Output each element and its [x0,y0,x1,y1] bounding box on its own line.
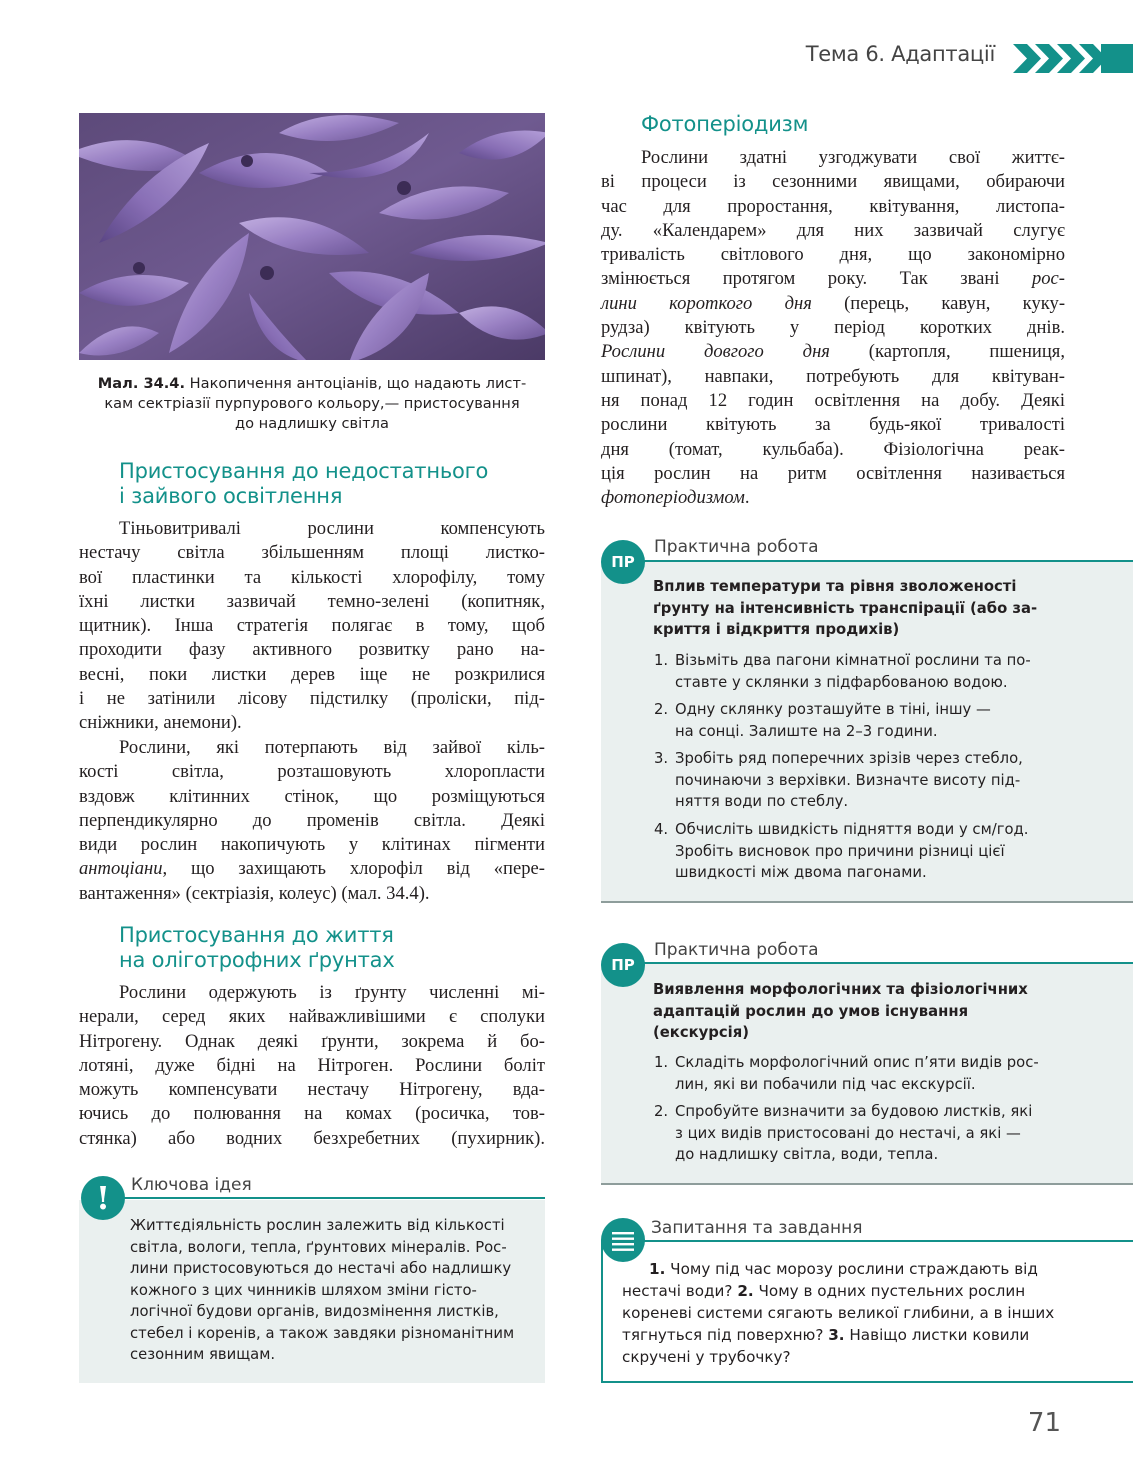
text-fragment: нестачі води? [622,1282,738,1300]
italic-term: лини короткого дня [601,292,812,314]
text-line [622,1280,1065,1302]
text-line: кості світла, розташовують хлоропласти [79,761,545,783]
text-line: рослини квітують за будь-якої тривалості [601,414,1065,436]
step-number: 2. [654,701,669,718]
practical-rule [640,560,1133,562]
title-line: Вплив температури та рівня зволоженості [653,578,1017,595]
list-lines-icon [601,1218,645,1262]
text-line: вої пластинки та кількості хлорофілу, тому [79,566,545,588]
purple-leaves-photo [79,113,545,360]
text-line [601,340,1065,364]
text-line: Одну склянку розташуйте в тіні, іншу — [675,701,991,718]
paragraph-excess-light [79,736,545,906]
text-line: логічної будови органів, видозмінення листків, [130,1303,499,1320]
page-number: 71 [1027,1408,1061,1438]
text-line: види рослин накопичують у клітинах пігменти [79,834,545,856]
text-fragment: Навіщо листки ковили [844,1326,1030,1344]
italic-term: Рослини довгого дня [601,341,830,363]
text-line: лин, які ви побачили під час екскурсії. [675,1075,976,1093]
question-number: 2. [737,1282,754,1300]
text-line: Тіньовитривалі рослини компенсують [119,518,545,539]
text-line: скручені у трубочку? [622,1348,791,1366]
text-line: кореневі системи сягають великої глибини, а в інших [622,1304,1055,1322]
text-fragment: тягнуться під поверхню? [622,1326,829,1344]
practical-step [654,1052,1066,1096]
text-line: рудза) квітують у період коротких днів. [601,317,1065,339]
questions-text [622,1258,1065,1368]
text-line: дня (томат, кульбаба). Фізіологічна реак- [601,438,1065,460]
text-line: нестачу світла збільшенням площі листко- [79,542,545,564]
text-line: на сонці. Залиште на 2–3 години. [675,722,938,740]
text-line [601,292,1065,316]
text-fragment: , що захищають хлорофіл від «пере- [162,858,545,880]
question-number: 3. [828,1326,845,1344]
practical-label: Практична робота [654,537,819,557]
key-idea-text [130,1215,530,1366]
text-line: кожного з цих чинників шляхом зміни гісто- [130,1281,477,1299]
title-line: адаптацій рослин до умов існування [653,1002,969,1020]
section-heading-photoperiodism: Фотоперіодизм [641,112,809,136]
heading-line: Пристосування до життя [119,923,394,947]
text-line: вантаження» (сектріазія, колеус) (мал. 34.4). [79,882,430,904]
text-line: сніжники, анемони). [79,712,242,734]
text-fragment: (перець, кавун, куку- [811,292,1066,314]
practical-badge-icon: ПР [601,943,645,987]
caption-line: до надлишку світла [235,415,389,432]
text-fragment: (картопля, пшениця, [829,341,1065,363]
caption-line: кам сектріазії пурпурового кольору,— пристосування [104,395,520,412]
figure-caption [79,374,545,434]
text-line: Спробуйте визначити за будовою листків, які [675,1103,1033,1120]
text-line: Життєдіяльність рослин залежить від кількості [130,1217,505,1234]
box-bottom-line [601,901,1133,903]
text-line: Зробіть ряд поперечних зрізів через стебло, [675,750,1023,767]
heading-line: і зайвого освітлення [119,484,343,508]
text-line: нерали, серед яких найважливішими є сполуки [79,1006,545,1028]
key-idea-rule [120,1197,545,1199]
questions-rule [640,1240,1133,1242]
text-line: Рослини, які потерпають від зайвої кіль- [119,737,545,758]
text-line: Рослини здатні узгоджувати свої життє- [641,147,1065,168]
text-line: проходити фазу активного розвитку рано на- [79,639,545,661]
key-idea-title: Ключова ідея [131,1175,252,1195]
text-line: перпендикулярно до променів світла. Деякі [79,809,545,831]
step-number: 2. [654,1103,669,1120]
text-line: Рослини одержують із ґрунту численні мі- [119,982,545,1003]
italic-term: фотоперіодизмом [601,487,745,509]
practical-label: Практична робота [654,940,819,960]
title-line: (екскурсія) [653,1024,749,1041]
text-line: до надлишку світла, води, тепла. [675,1146,939,1163]
text-line: лини пристосовуються до нестачі або надлишку [130,1260,512,1277]
text-fragment: Чому під час морозу рослини страждають від [665,1260,1038,1278]
text-line [622,1258,1065,1280]
step-number: 3. [654,750,669,767]
italic-term: антоціани [79,858,163,880]
list-menu-icon [601,1218,645,1262]
text-line: щитник). Інша стратегія полягає в тому, щоб [79,615,545,637]
step-number: 4. [654,821,669,838]
text-line: ві процеси із сезонними явищами, обираючи [601,171,1065,193]
title-line: ґрунту на інтенсивність транспірації (або за- [653,599,1038,617]
practical-step [654,699,1066,743]
paragraph-shade-tolerant [79,517,545,736]
practical-title [653,576,1065,641]
text-line: няття води по стеблу. [675,793,849,810]
text-line: ду. «Календарем» для них зазвичай слугує [601,219,1065,241]
text-line: починаючи з верхівки. Визначте висоту під- [675,771,1021,789]
italic-term: рос- [1031,268,1065,290]
text-line: з цих видів пристосовані до нестачі, а які — [675,1124,1021,1142]
text-fragment: . [744,487,750,509]
text-line [79,857,545,881]
text-line: Обчисліть швидкість підняття води у см/год. [675,821,1029,838]
text-line: Зробіть висновок про причини різниці цієї [675,842,1005,860]
text-line [601,267,1065,291]
practical-step [654,819,1066,885]
heading-line: Пристосування до недостатнього [119,459,489,483]
text-line: сезонним явищам. [130,1346,276,1363]
question-number: 1. [649,1260,666,1278]
heading-line: на оліготрофних ґрунтах [119,948,395,972]
text-line: час для проростання, квітування, листопа- [601,195,1065,217]
text-line: світла, вологи, тепла, ґрунтових мінералів. Рос- [130,1238,507,1256]
text-line: можуть компенсувати нестачу Нітрогену, вда- [79,1079,545,1101]
exclamation-icon: ! [81,1176,125,1220]
text-line: Візьміть два пагони кімнатної рослини та по- [675,652,1031,669]
text-line: і не затінили лісову підстилку (проліски, під- [79,688,545,710]
text-line: тривалість світлового дня, що закономірно [601,244,1065,266]
chevron-arrows-icon [1011,42,1133,75]
text-line: ція рослин на ритм освітлення називається [601,462,1065,484]
text-fragment: змінюється протягом року. Так звані [601,268,1032,290]
running-header: Тема 6. Адаптації [805,42,995,66]
text-line: вздовж клітинних стінок, що розміщуються [79,785,545,807]
text-fragment: Чому в одних пустельних рослин [753,1282,1026,1300]
paragraph-oligotrophic [79,981,545,1151]
practical-title [653,979,1065,1044]
text-line: стебел і коренів, а також завдяки різноманітним [130,1324,515,1342]
paragraph-photoperiodism [601,146,1065,510]
box-bottom-line [601,1183,1133,1185]
questions-label: Запитання та завдання [651,1218,863,1238]
text-line: ня понад 12 годин освітлення на добу. Деякі [601,389,1065,411]
caption-label: Мал. 34.4. [97,375,186,392]
section-heading-light [119,459,488,509]
practical-step [654,650,1066,694]
step-number: 1. [654,652,669,669]
text-line [601,486,1065,510]
text-line: лотяні, дуже бідні на Нітроген. Рослини боліт [79,1054,545,1076]
practical-rule [640,962,1133,964]
text-line: шпинат), навпаки, потребують для квітуван- [601,365,1065,387]
text-line: швидкості між двома пагонами. [675,864,927,881]
title-line: Виявлення морфологічних та фізіологічних [653,981,1028,998]
practical-step [654,748,1066,814]
text-line: ючись до полювання на комах (росичка, тов- [79,1103,545,1125]
text-line: Нітрогену. Однак деякі ґрунти, зокрема й бо- [79,1030,545,1052]
section-heading-soils [119,923,395,973]
text-line: стянка) або водних безхребетних (пухирник). [79,1127,545,1149]
text-line [622,1324,1065,1346]
step-number: 1. [654,1054,669,1071]
text-line: їхні листки зазвичай темно-зелені (копитняк, [79,590,545,612]
text-line: весні, поки листки дерев іще не розкрилися [79,663,545,685]
caption-line: Накопичення антоціанів, що надають лист- [189,375,527,392]
title-line: криття і відкриття продихів) [653,621,900,638]
text-line: ставте у склянки з підфарбованою водою. [675,673,1008,691]
practical-step [654,1101,1066,1167]
practical-badge-icon: ПР [601,540,645,584]
text-line: Складіть морфологічний опис п’яти видів рос- [675,1054,1039,1071]
